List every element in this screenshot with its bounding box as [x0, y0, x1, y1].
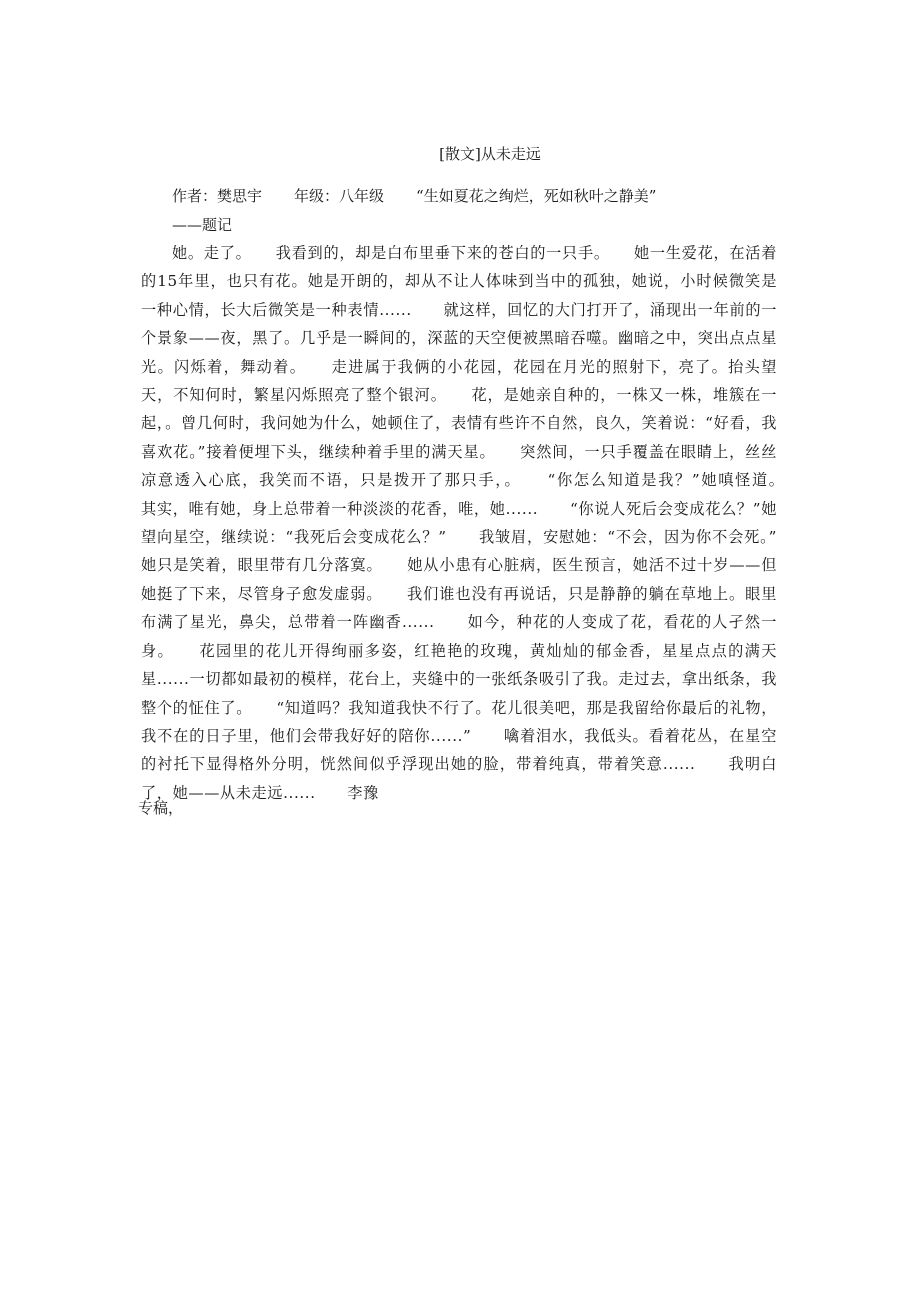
article-footer: 专稿， [138, 799, 184, 817]
article-meta [172, 183, 656, 209]
epigraph-source: ——题记 [172, 216, 233, 234]
author-label: 作者：樊思宇 [172, 187, 263, 205]
article-title: [散文]从未走远 [439, 145, 541, 163]
epigraph-quote: “生如夏花之绚烂，死如秋叶之静美” [416, 187, 657, 205]
grade-label: 年级：八年级 [294, 187, 385, 205]
article-body: 她。走了。 我看到的，却是白布里垂下来的苍白的一只手。 她一生爱花，在活着的15年里，也只有花。她是开朗的，却从不让人体味到当中的孤独，她说，小时候微笑是一种心情，长大后微笑是一种表情...... 就这样，回忆的大门打开了，涌现出一年前的一个景象——夜，黑了。几乎是一瞬间的，深蓝的天空便被黑暗吞噬。幽暗之中，突出点点星光。闪烁着，舞动着。 走进属于我俩的小花园，花园在月光的照射下，亮了。抬头望天，不知何时，繁星闪烁照亮了整个银河。 花，是她亲自种的，一株又一株，堆簇在一起，。曾几何时，我问她为什么，她顿住了，表情有些许不自然，良久，笑着说：“好看，我喜欢花。”接着便埋下头，继续种着手里的满天星。 突然间，一只手覆盖在眼睛上，丝丝凉意透入心底，我笑而不语，只是拨开了那只手，。 “你怎么知道是我？”她嗔怪道。 其实，唯有她，身上总带着一种淡淡的花香，唯，她...... “你说人死后会变成花么？”她望向星空，继续说：“我死后会变成花么？” 我皱眉，安慰她：“不会，因为你不会死。” 她只是笑着，眼里带有几分落寞。 她从小患有心脏病，医生预言，她活不过十岁——但她挺了下来，尽管身子愈发虚弱。 我们谁也没有再说话，只是静静的躺在草地上。眼里布满了星光，鼻尖，总带着一阵幽香...... 如今，种花的人变成了花，看花的人孑然一身。 花园里的花儿开得绚丽多姿，红艳艳的玫瑰，黄灿灿的郁金香，星星点点的满天星......一切都如最初的模样，花台上，夹缝中的一张纸条吸引了我。走过去，拿出纸条，我整个的怔住了。 “知道吗？我知道我快不行了。花儿很美吧，那是我留给你最后的礼物，我不在的日子里，他们会带我好好的陪你......” 噙着泪水，我低头。看着花丛，在星空的衬托下显得格外分明，恍然间似乎浮现出她的脸，带着纯真，带着笑意...... 我明白了，她——从未走远...... 李豫 [141, 244, 809, 802]
